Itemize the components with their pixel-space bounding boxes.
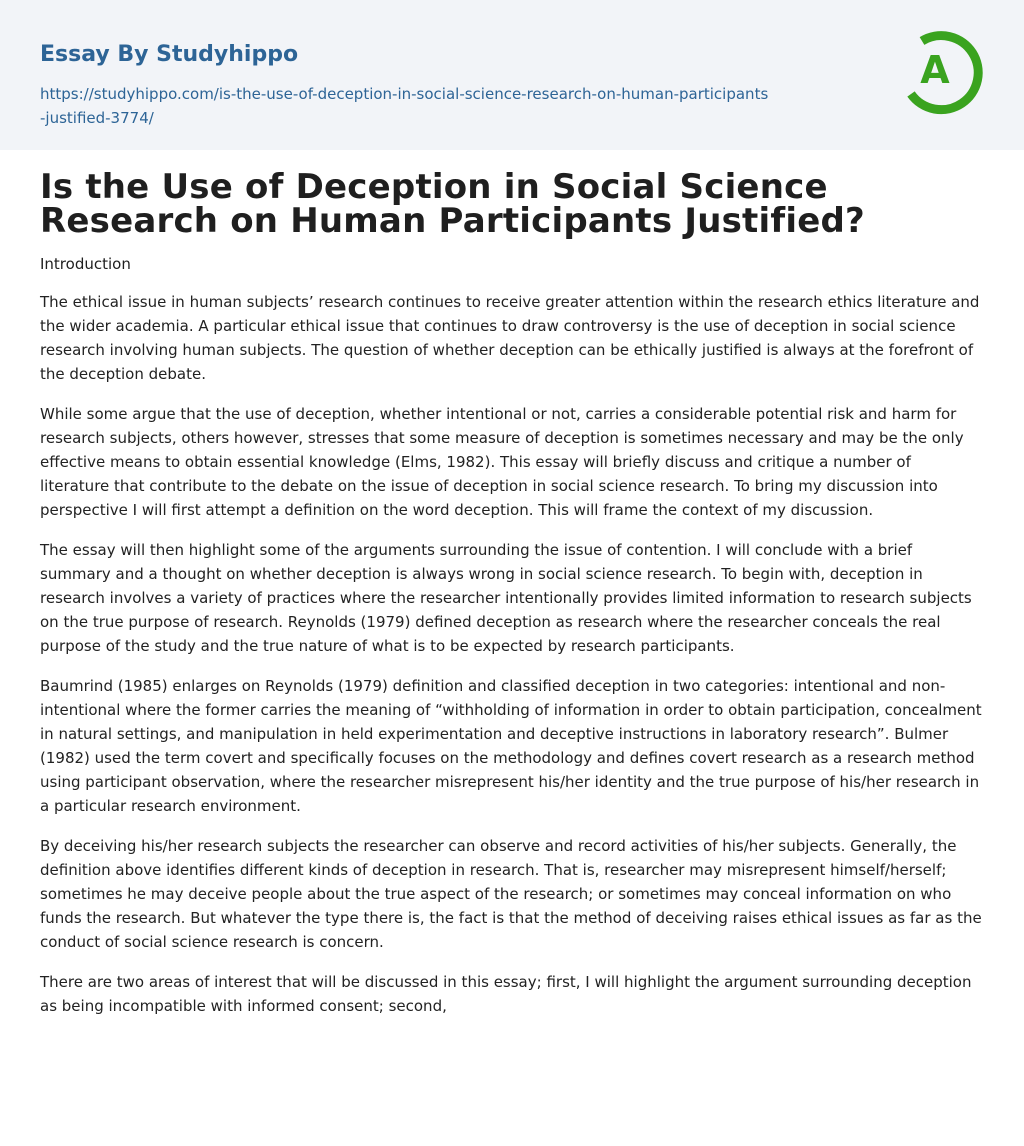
essay-content [0, 150, 1024, 1018]
essay-paragraph: While some argue that the use of deception, whether intentional or not, carries a considerable potential risk and harm for research subjects, others however, stresses that some measure of deception is sometimes necessary and may be the only effective means to obtain essential knowledge (Elms, 1982). This essay will briefly discuss and critique a number of literature that contribute to the debate on the issue of deception in social science research. To bring my discussion into perspective I will first attempt a definition on the word deception. This will frame the context of my discussion. [40, 405, 964, 519]
essay-paragraph: By deceiving his/her research subjects the researcher can observe and record activities of his/her subjects. Generally, the definition above identifies different kinds of deception in research. That is, researcher may misrepresent himself/herself; sometimes he may deceive people about the true aspect of the research; or sometimes may conceal information on who funds the research. But whatever the type there is, the fact is that the method of deceiving raises ethical issues as far as the conduct of social science research is concern. [40, 837, 982, 951]
site-header [0, 0, 1024, 150]
essay-paragraph: There are two areas of interest that will be discussed in this essay; first, I will highlight the argument surrounding deception as being incompatible with informed consent; second, [40, 973, 972, 1015]
section-label: Introduction [40, 255, 131, 273]
studyhippo-logo-icon[interactable] [898, 28, 986, 116]
essay-paragraph: The essay will then highlight some of the arguments surrounding the issue of contention. I will conclude with a brief summary and a thought on whether deception is always wrong in social science research. To begin with, deception in research involves a variety of practices where the researcher intentionally provides limited information to research subjects on the true purpose of research. Reynolds (1979) defined deception as research where the researcher conceals the real purpose of the study and the true nature of what is to be expected by research participants. [40, 541, 972, 655]
essay-title: Is the Use of Deception in Social Science Research on Human Participants Justified? [40, 167, 865, 241]
logo-letter: A [920, 48, 950, 92]
essay-paragraph: Baumrind (1985) enlarges on Reynolds (1979) definition and classified deception in two categories: intentional and non-intentional where the former carries the meaning of “withholding of information in order to obtain participation, concealment in natural settings, and manipulation in held experimentation and deceptive instructions in laboratory research”. Bulmer (1982) used the term covert and specifically focuses on the methodology and defines covert research as a research method using participant observation, where the researcher misrepresent his/her identity and the true purpose of his/her research in a particular research environment. [40, 677, 982, 815]
site-title: Essay By Studyhippo [40, 42, 299, 67]
source-url-link[interactable]: https://studyhippo.com/is-the-use-of-deception-in-social-science-research-on-human-participants-justified-3774/ [40, 85, 769, 127]
essay-paragraph: The ethical issue in human subjects’ research continues to receive greater attention within the research ethics literature and the wider academia. A particular ethical issue that continues to draw controversy is the use of deception in social science research involving human subjects. The question of whether deception can be ethically justified is always at the forefront of the deception debate. [40, 293, 980, 383]
